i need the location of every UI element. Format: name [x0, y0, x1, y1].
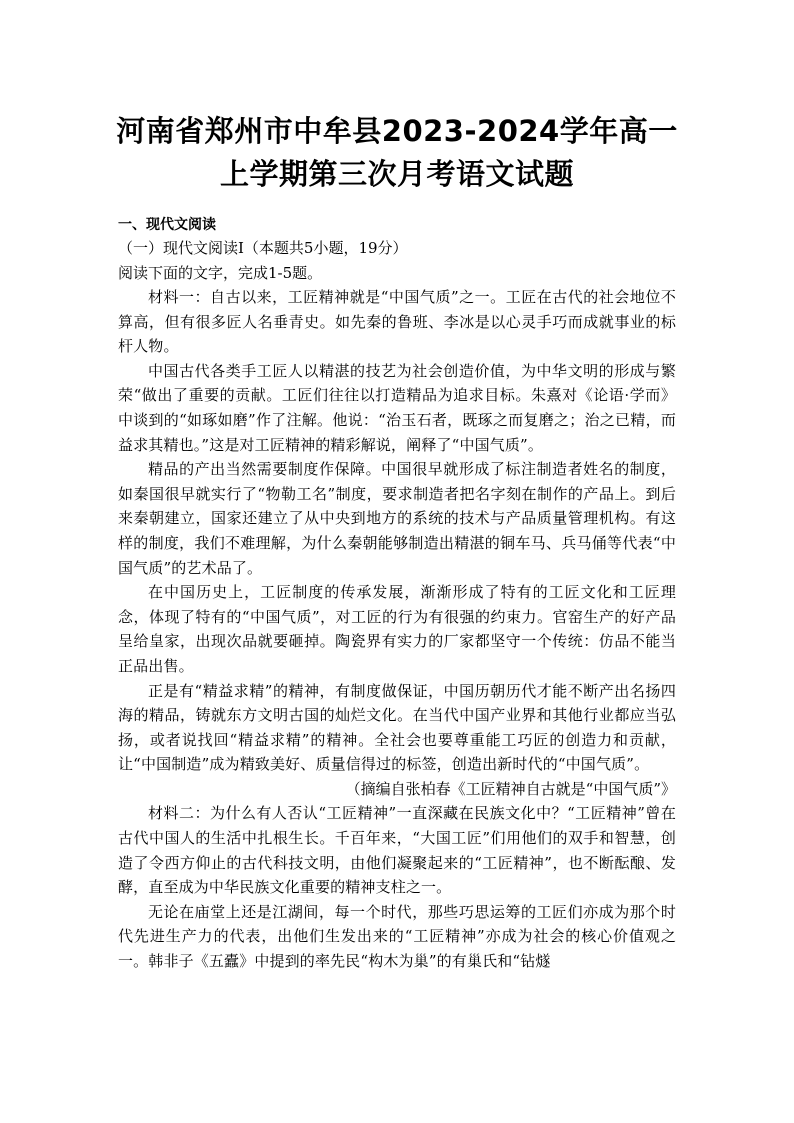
- paragraph-6: 材料二：为什么有人否认“工匠精神”一直深藏在民族文化中？“工匠精神”曾在古代中国人的生活中扎根生长。千百年来，“大国工匠”们用他们的双手和智慧，创造了令西方仰止的古代科技文明，由他们凝聚起来的“工匠精神”，也不断酝酿、发酵，直至成为中华民族文化重要的精神支柱之一。: [118, 804, 676, 897]
- title-line-2: 上学期第三次月考语文试题: [219, 157, 574, 191]
- title-line-1: 河南省郑州市中牟县2023-2024学年高一: [116, 114, 678, 148]
- paragraph-4: 在中国历史上，工匠制度的传承发展，渐渐形成了特有的工匠文化和工匠理念，体现了特有的“中国气质”，对工匠的行为有很强的约束力。官窑生产的好产品呈给皇家，出现次品就要砸掉。陶瓷界有实力的厂家都坚守一个传统：仿品不能当正品出售。: [118, 583, 676, 675]
- paragraph-1: 材料一：自古以来，工匠精神就是“中国气质”之一。工匠在古代的社会地位不算高，但有很多匠人名垂青史。如先秦的鲁班、李冰是以心灵手巧而成就事业的标杆人物。: [118, 288, 676, 356]
- document-title: [98, 110, 696, 196]
- instruction-text: 阅读下面的文字，完成1-5题。: [118, 263, 323, 282]
- paragraph-2: 中国古代各类手工匠人以精湛的技艺为社会创造价值，为中华文明的形成与繁荣“做出了重要的贡献。工匠们往往以打造精品为追求目标。朱熹对《论语·学而》中谈到的“如琢如磨”作了注解。他说：“治玉石者，既琢之而复磨之；治之已精，而益求其精也。”这是对工匠精神的精彩解说，阐释了“中国气质”。: [118, 361, 676, 454]
- paragraph-7: 无论在庙堂上还是江湖间，每一个时代，那些巧思运筹的工匠们亦成为那个时代先进生产力的代表，出他们生发出来的“工匠精神”亦成为社会的核心价值观之一。韩非子《五蠹》中提到的率先民“构木为巢”的有巢氏和“钻燧: [118, 902, 676, 971]
- source-citation: （摘编自张柏春《工匠精神自古就是“中国气质”》: [345, 779, 676, 798]
- section-heading: 一、现代文阅读: [118, 217, 216, 233]
- subsection-heading: （一）现代文阅读Ⅰ（本题共5小题，19分）: [118, 239, 408, 257]
- paragraph-3: 精品的产出当然需要制度作保障。中国很早就形成了标注制造者姓名的制度，如秦国很早就实行了“物勒工名”制度，要求制造者把名字刻在制作的产品上。到后来秦朝建立，国家还建立了从中央到地方的系统的技术与产品质量管理机构。有这样的制度，我们不难理解，为什么秦朝能够制造出精湛的铜车马、兵马俑等代表“中国气质”的艺术品了。: [118, 460, 676, 577]
- paragraph-5: 正是有“精益求精”的精神，有制度做保证，中国历朝历代才能不断产出名扬四海的精品，铸就东方文明古国的灿烂文化。在当代中国产业界和其他行业都应当弘扬，或者说找回“精益求精”的精神。全社会也要尊重能工巧匠的创造力和贡献，让“中国制造”成为精致美好、质量信得过的标签，创造出新时代的“中国气质”。: [118, 681, 676, 774]
